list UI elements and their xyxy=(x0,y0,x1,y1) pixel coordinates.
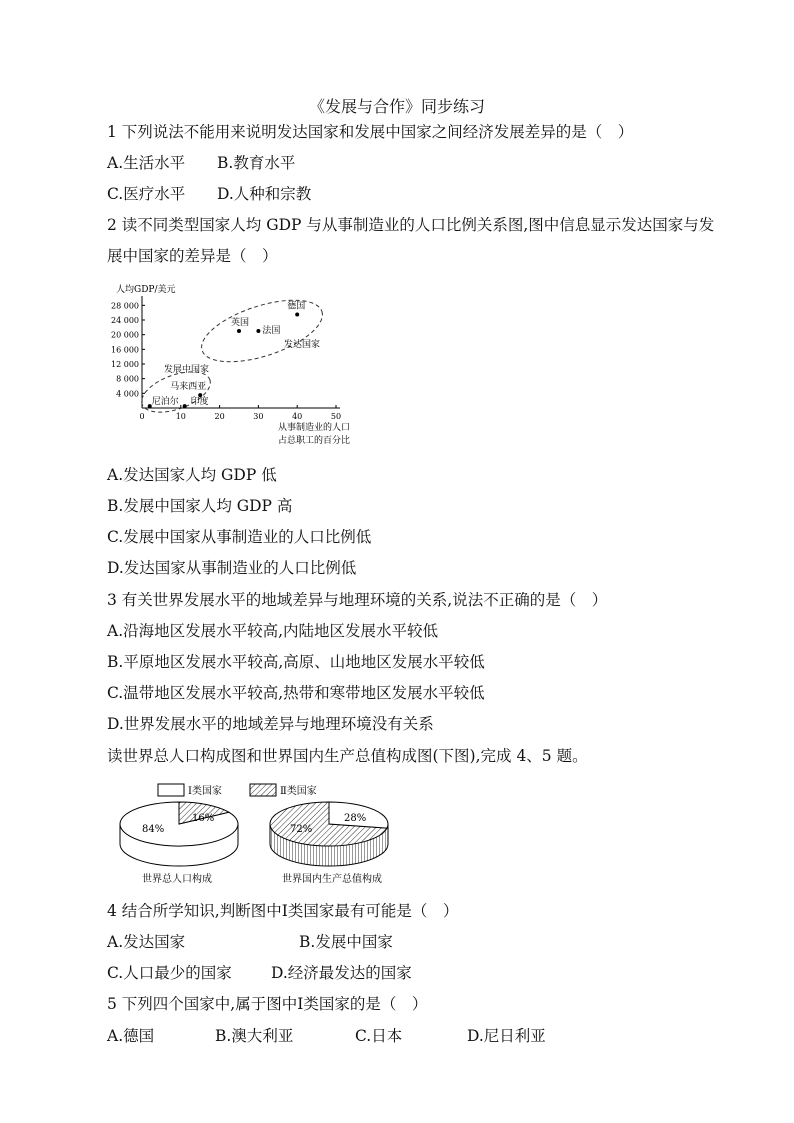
pie-population xyxy=(120,802,238,885)
q4-option-b[interactable]: B.发展中国家 xyxy=(299,933,393,951)
developing-group-label: 发展中国家 xyxy=(164,365,210,375)
q5-option-d[interactable]: D.尼日利亚 xyxy=(467,1027,546,1045)
q5-option-a[interactable]: A.德国 xyxy=(107,1027,155,1045)
x-tick-label: 40 xyxy=(292,412,303,421)
q5-options xyxy=(107,1026,546,1046)
pie-gdp-title: 世界国内生产总值构成 xyxy=(282,874,382,885)
pie-gdp-label-class2: 72% xyxy=(290,824,313,835)
q5-option-c[interactable]: C.日本 xyxy=(355,1027,403,1045)
q3-option-d[interactable]: D.世界发展水平的地域差异与地理环境没有关系 xyxy=(107,715,434,733)
y-ticks xyxy=(111,301,145,398)
x-axis-label-line2: 占总职工的百分比 xyxy=(278,436,351,446)
point-label: 法国 xyxy=(262,326,281,336)
point-印度 xyxy=(183,404,187,408)
y-tick-label: 28 000 xyxy=(111,301,139,311)
q1-option-a[interactable]: A.生活水平 xyxy=(107,154,186,172)
y-tick-label: 4 000 xyxy=(116,389,139,399)
y-tick-label: 8 000 xyxy=(116,374,139,384)
q3-option-b[interactable]: B.平原地区发展水平较高,高原、山地地区发展水平较低 xyxy=(107,653,485,671)
q1-option-d[interactable]: D.人种和宗教 xyxy=(217,185,312,203)
q4-options-row2 xyxy=(107,963,412,983)
y-tick-label: 12 000 xyxy=(111,360,139,369)
x-tick-label: 0 xyxy=(139,412,145,421)
q2-option-c[interactable]: C.发展中国家从事制造业的人口比例低 xyxy=(107,528,372,546)
pie-charts xyxy=(112,780,402,890)
legend-swatch-class1 xyxy=(158,784,184,796)
y-tick-label: 20 000 xyxy=(111,330,139,340)
pie-population-label-class2: 16% xyxy=(192,813,215,824)
page-title: 《发展与合作》同步练习 xyxy=(308,97,485,116)
x-tick-label: 10 xyxy=(175,412,186,421)
intro-q4-q5: 读世界总人口构成图和世界国内生产总值构成图(下图),完成 4、5 题。 xyxy=(107,747,588,765)
q4-option-d[interactable]: D.经济最发达的国家 xyxy=(271,964,412,982)
point-英国 xyxy=(237,329,241,333)
q2-option-d[interactable]: D.发达国家从事制造业的人口比例低 xyxy=(107,559,357,577)
q4-stem: 4 结合所学知识,判断图中Ⅰ类国家最有可能是（ ） xyxy=(107,902,459,920)
legend-label-class1: Ⅰ类国家 xyxy=(188,786,222,797)
y-axis-label: 人均GDP/美元 xyxy=(116,285,176,295)
q1-options-row2 xyxy=(107,184,311,204)
q1-option-b[interactable]: B.教育水平 xyxy=(217,154,296,172)
y-tick-label: 24 000 xyxy=(111,316,139,325)
pie-gdp xyxy=(270,802,388,885)
q3-option-a[interactable]: A.沿海地区发展水平较高,内陆地区发展水平较低 xyxy=(107,622,439,640)
q5-stem: 5 下列四个国家中,属于图中Ⅰ类国家的是（ ） xyxy=(107,995,428,1013)
q5-option-b[interactable]: B.澳大利亚 xyxy=(215,1027,294,1045)
x-tick-label: 20 xyxy=(214,412,225,421)
q2-option-a[interactable]: A.发达国家人均 GDP 低 xyxy=(107,466,277,484)
point-德国 xyxy=(295,313,299,317)
x-axis-label-line1: 从事制造业的人口 xyxy=(278,423,351,433)
point-label: 马来西亚 xyxy=(170,382,207,393)
point-label: 德国 xyxy=(287,301,306,312)
pie-gdp-label-class1: 28% xyxy=(344,813,367,824)
q2-stem-line2: 展中国家的差异是（ ） xyxy=(107,247,278,265)
q3-stem: 3 有关世界发展水平的地域差异与地理环境的关系,说法不正确的是（ ） xyxy=(107,591,608,609)
q3-option-c[interactable]: C.温带地区发展水平较高,热带和寒带地区发展水平较低 xyxy=(107,684,485,702)
q1-option-c[interactable]: C.医疗水平 xyxy=(107,185,186,203)
q1-options-row1 xyxy=(107,153,295,173)
q2-option-b[interactable]: B.发展中国家人均 GDP 高 xyxy=(107,497,293,515)
pie-population-label-class1: 84% xyxy=(142,824,165,835)
legend-label-class2: Ⅱ类国家 xyxy=(280,786,317,797)
y-tick-label: 16 000 xyxy=(111,345,139,355)
q4-option-a[interactable]: A.发达国家 xyxy=(107,933,186,951)
q4-options-row1 xyxy=(107,932,393,952)
x-ticks xyxy=(139,405,341,421)
q4-option-c[interactable]: C.人口最少的国家 xyxy=(107,964,232,982)
point-label: 尼泊尔 xyxy=(151,397,179,408)
data-points xyxy=(148,300,305,409)
x-tick-label: 50 xyxy=(330,412,342,421)
scatter-chart xyxy=(108,280,368,452)
point-法国 xyxy=(256,329,260,333)
developed-group-label: 发达国家 xyxy=(284,340,321,350)
q1-stem: 1 下列说法不能用来说明发达国家和发展中国家之间经济发展差异的是（ ） xyxy=(107,123,634,141)
legend-swatch-class2 xyxy=(250,784,276,796)
q2-stem-line1: 2 读不同类型国家人均 GDP 与从事制造业的人口比例关系图,图中信息显示发达国家与发 xyxy=(107,216,715,234)
point-label: 英国 xyxy=(231,318,250,328)
pie-population-title: 世界总人口构成 xyxy=(142,874,212,885)
x-tick-label: 30 xyxy=(253,412,264,421)
point-label: 印度 xyxy=(190,397,209,408)
